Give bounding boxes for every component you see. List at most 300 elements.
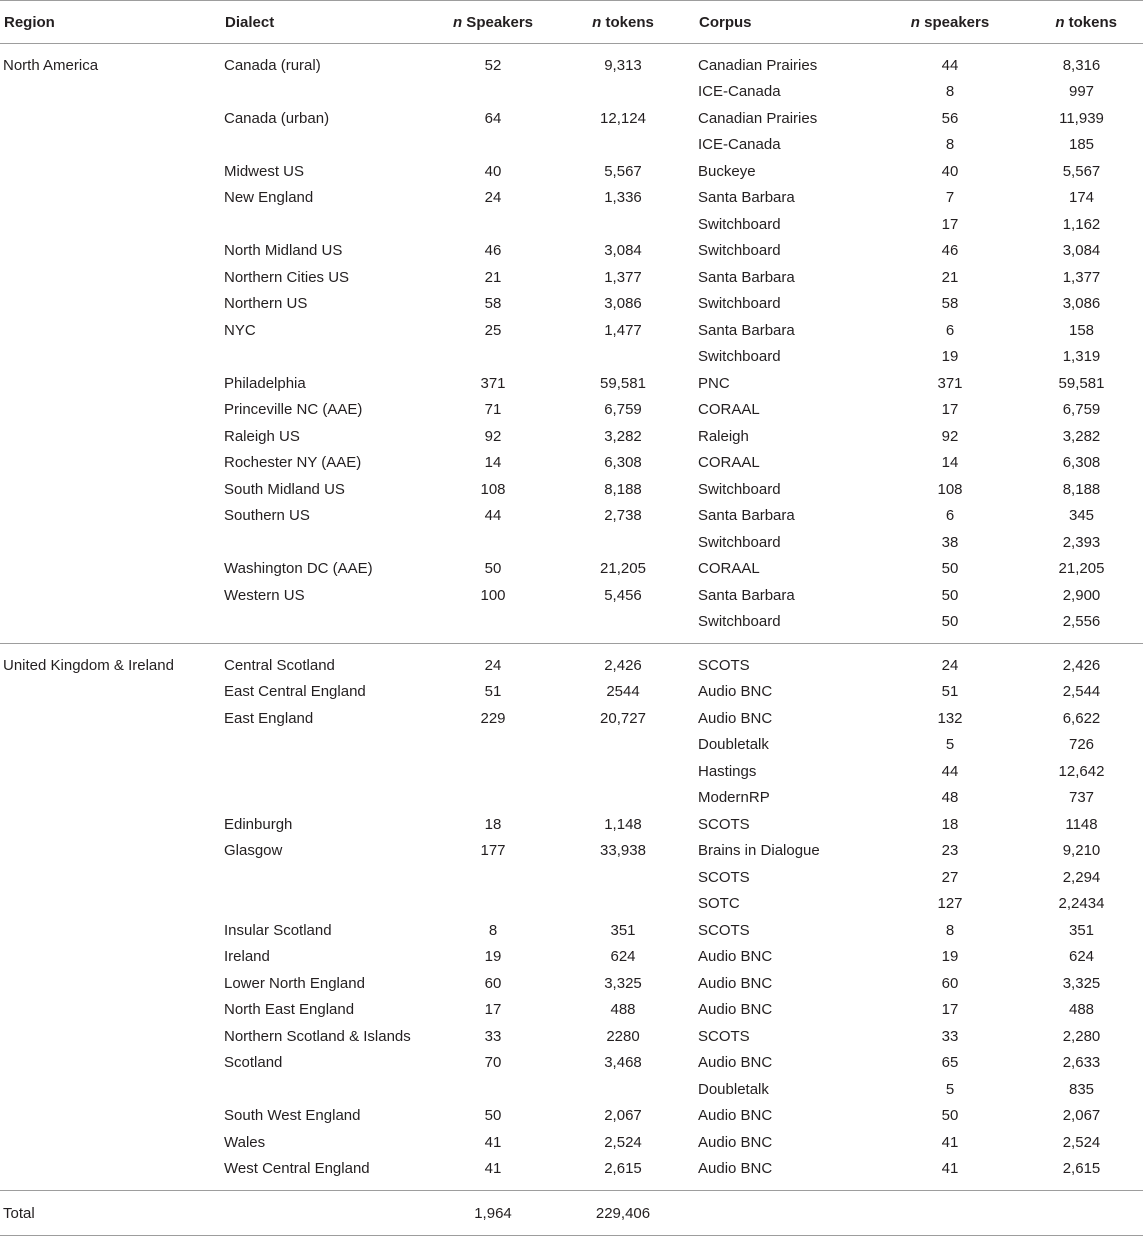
cell-corpus-tokens: 9,210: [1062, 842, 1101, 860]
cell-corpus-tokens: 737: [1068, 789, 1095, 807]
cell-dialect: Wales: [224, 1133, 266, 1151]
cell-n-speakers: 46: [484, 242, 502, 260]
cell-n-speakers: 44: [484, 507, 502, 525]
total-cell-corpus-speakers: [880, 1191, 1020, 1236]
cell-dialect: Ireland: [224, 948, 270, 966]
cell-n-speakers: 21: [484, 268, 502, 286]
cell-region: [0, 609, 221, 644]
cell-corpus-speakers: 21: [941, 268, 959, 286]
cell-region: [0, 132, 221, 159]
cell-corpus-tokens: 8,188: [1062, 480, 1101, 498]
cell-dialect: Philadelphia: [224, 374, 306, 392]
cell-n-speakers: 33: [484, 1027, 502, 1045]
cell-corpus-tokens: 2,426: [1062, 656, 1101, 674]
table-row: [0, 79, 1143, 106]
cell-region: [0, 705, 221, 732]
cell-corpus-tokens: 726: [1068, 736, 1095, 754]
cell-n-tokens: 20,727: [600, 709, 646, 727]
cell-dialect: South West England: [224, 1107, 361, 1125]
cell-corpus-speakers: 58: [941, 295, 959, 313]
cell-corpus-speakers: 27: [941, 868, 959, 886]
cell-corpus-speakers: 33: [941, 1027, 959, 1045]
cell-n-speakers: 41: [484, 1133, 502, 1151]
cell-corpus-speakers: 24: [941, 656, 959, 674]
cell-corpus-speakers: 127: [937, 895, 963, 913]
cell-corpus-speakers: 6: [945, 507, 955, 525]
total-cell-region: Total: [0, 1191, 221, 1236]
cell-dialect: East Central England: [224, 683, 366, 701]
cell-n-speakers: 50: [484, 560, 502, 578]
cell-corpus: SCOTS: [698, 1027, 750, 1045]
table-row: [0, 529, 1143, 556]
cell-region: [0, 211, 221, 238]
table-row: [0, 1103, 1143, 1130]
cell-n-tokens: 3,084: [604, 242, 642, 260]
cell-corpus-speakers: 60: [941, 974, 959, 992]
cell-corpus-speakers: 44: [941, 56, 959, 74]
cell-dialect: South Midland US: [224, 480, 345, 498]
table-row: [0, 970, 1143, 997]
cell-corpus: Switchboard: [698, 295, 781, 313]
cell-corpus: SCOTS: [698, 868, 750, 886]
cell-corpus-speakers: 50: [941, 560, 959, 578]
cell-dialect: [221, 132, 435, 159]
table-row: [0, 758, 1143, 785]
cell-corpus-speakers: 56: [941, 109, 959, 127]
cell-corpus-speakers: 44: [941, 762, 959, 780]
cell-corpus-speakers: 92: [941, 427, 959, 445]
cell-corpus-tokens: 1,319: [1062, 348, 1101, 366]
cell-corpus-tokens: 2,544: [1062, 683, 1101, 701]
cell-dialect: East England: [224, 709, 314, 727]
cell-corpus: Audio BNC: [698, 948, 773, 966]
header-corpus-speakers: n speakers: [880, 1, 1020, 44]
cell-corpus-tokens: 624: [1068, 948, 1095, 966]
cell-corpus-tokens: 1148: [1065, 815, 1098, 833]
cell-n-speakers: 100: [480, 586, 506, 604]
table-row: [0, 238, 1143, 265]
cell-corpus-speakers: 132: [937, 709, 963, 727]
cell-n-tokens: 351: [610, 921, 636, 939]
table-row: [0, 158, 1143, 185]
cell-dialect: [221, 211, 435, 238]
cell-n-tokens: 3,325: [604, 974, 642, 992]
cell-corpus-speakers: 371: [937, 374, 963, 392]
cell-n-tokens: 12,124: [600, 109, 646, 127]
table-row: [0, 1076, 1143, 1103]
cell-dialect: [221, 529, 435, 556]
cell-corpus-speakers: 23: [941, 842, 959, 860]
cell-region: [0, 785, 221, 812]
cell-corpus-tokens: 2,556: [1020, 609, 1143, 644]
table-row: [0, 344, 1143, 371]
cell-corpus: Switchboard: [695, 609, 880, 644]
cell-corpus: PNC: [698, 374, 730, 392]
cell-dialect: [221, 864, 435, 891]
cell-region: [0, 264, 221, 291]
cell-corpus: Santa Barbara: [698, 586, 795, 604]
cell-region: [0, 238, 221, 265]
total-cell-n-tokens: 229,406: [551, 1191, 695, 1236]
cell-n-tokens: [551, 785, 695, 812]
table-row: [0, 211, 1143, 238]
total-cell-dialect: [221, 1191, 435, 1236]
cell-region: [0, 370, 221, 397]
cell-corpus-speakers: 18: [941, 815, 959, 833]
cell-corpus: Audio BNC: [698, 1107, 773, 1125]
cell-dialect: NYC: [224, 321, 256, 339]
cell-region: [0, 158, 221, 185]
cell-region: [0, 503, 221, 530]
cell-region: [0, 450, 221, 477]
cell-n-tokens: [551, 132, 695, 159]
cell-n-speakers: [435, 529, 551, 556]
cell-region: [0, 944, 221, 971]
cell-region: [0, 997, 221, 1024]
cell-n-tokens: 1,336: [604, 189, 642, 207]
cell-n-speakers: 8: [488, 921, 498, 939]
cell-dialect: Northern US: [224, 295, 308, 313]
cell-corpus-speakers: 108: [937, 480, 963, 498]
cell-dialect: Lower North England: [224, 974, 365, 992]
cell-corpus: Canadian Prairies: [698, 56, 818, 74]
cell-dialect: [221, 344, 435, 371]
cell-corpus: Audio BNC: [698, 974, 773, 992]
cell-n-speakers: 108: [480, 480, 506, 498]
cell-corpus-tokens: 8,316: [1062, 56, 1101, 74]
cell-corpus: Santa Barbara: [698, 507, 795, 525]
header-region: Region: [0, 1, 221, 44]
cell-corpus-tokens: 997: [1068, 83, 1095, 101]
cell-region: [0, 476, 221, 503]
cell-n-tokens: 8,188: [604, 480, 642, 498]
cell-corpus: ICE-Canada: [698, 136, 781, 154]
table-row: [0, 582, 1143, 609]
cell-region: [0, 556, 221, 583]
cell-n-speakers: 24: [484, 656, 502, 674]
cell-corpus-tokens: 2,393: [1062, 533, 1101, 551]
cell-region: [0, 838, 221, 865]
cell-n-speakers: [435, 1076, 551, 1103]
cell-corpus-tokens: 12,642: [1058, 762, 1105, 780]
cell-dialect: Western US: [224, 586, 305, 604]
cell-corpus: SCOTS: [698, 921, 750, 939]
cell-corpus: Canadian Prairies: [698, 109, 818, 127]
cell-corpus-speakers: 40: [941, 162, 959, 180]
cell-corpus-speakers: 50: [941, 1107, 959, 1125]
table-row: [0, 397, 1143, 424]
header-corpus-tokens: n tokens: [1020, 1, 1143, 44]
cell-corpus: ModernRP: [698, 789, 770, 807]
table-row: [0, 1050, 1143, 1077]
table-row: [0, 503, 1143, 530]
cell-corpus: CORAAL: [698, 454, 760, 472]
cell-n-speakers: 177: [480, 842, 506, 860]
cell-n-tokens: 33,938: [600, 842, 646, 860]
cell-corpus-tokens: 6,622: [1062, 709, 1101, 727]
cell-n-tokens: 21,205: [600, 560, 646, 578]
cell-dialect: Midwest US: [224, 162, 305, 180]
cell-corpus-tokens: 3,084: [1062, 242, 1101, 260]
cell-corpus: Audio BNC: [698, 709, 773, 727]
cell-n-tokens: 1,148: [604, 815, 642, 833]
cell-corpus-speakers: 6: [945, 321, 955, 339]
cell-corpus: Brains in Dialogue: [698, 842, 820, 860]
cell-corpus: Audio BNC: [695, 1156, 880, 1191]
cell-dialect: Insular Scotland: [224, 921, 332, 939]
cell-n-speakers: 18: [484, 815, 502, 833]
cell-corpus: SCOTS: [698, 656, 750, 674]
table-row: [0, 185, 1143, 212]
cell-n-speakers: 64: [484, 109, 502, 127]
cell-corpus: Audio BNC: [698, 1054, 773, 1072]
cell-region: [0, 423, 221, 450]
table-row: [0, 644, 1143, 679]
cell-n-speakers: [435, 344, 551, 371]
cell-corpus-tokens: 345: [1068, 507, 1095, 525]
cell-n-speakers: 58: [484, 295, 502, 313]
cell-region: [0, 1023, 221, 1050]
header-corpus: Corpus: [695, 1, 880, 44]
cell-n-tokens: 59,581: [600, 374, 646, 392]
cell-region: [0, 970, 221, 997]
table-row: [0, 679, 1143, 706]
cell-n-speakers: [435, 211, 551, 238]
cell-n-tokens: 6,308: [604, 454, 642, 472]
cell-corpus-tokens: 1,162: [1062, 215, 1101, 233]
cell-corpus-speakers: 65: [941, 1054, 959, 1072]
cell-corpus: CORAAL: [698, 401, 760, 419]
cell-dialect: Northern Cities US: [224, 268, 350, 286]
cell-corpus-speakers: 50: [941, 586, 959, 604]
table-row: [0, 132, 1143, 159]
cell-region: [0, 679, 221, 706]
table-row: [0, 476, 1143, 503]
cell-corpus-tokens: 158: [1068, 321, 1095, 339]
cell-corpus-speakers: 19: [941, 948, 959, 966]
cell-corpus-tokens: 11,939: [1059, 109, 1104, 127]
table-row: [0, 264, 1143, 291]
cell-corpus: Doubletalk: [698, 1080, 769, 1098]
cell-n-speakers: 50: [484, 1107, 502, 1125]
cell-corpus: Audio BNC: [698, 683, 773, 701]
cell-n-tokens: [551, 758, 695, 785]
cell-n-tokens: [551, 529, 695, 556]
cell-dialect: Washington DC (AAE): [224, 560, 373, 578]
cell-dialect: [221, 609, 435, 644]
cell-region: [0, 105, 221, 132]
table-row: [0, 705, 1143, 732]
cell-n-speakers: [435, 758, 551, 785]
cell-corpus: Santa Barbara: [698, 321, 795, 339]
cell-region: [0, 79, 221, 106]
cell-corpus: Switchboard: [698, 215, 781, 233]
cell-corpus-speakers: 8: [945, 921, 955, 939]
cell-corpus-tokens: 21,205: [1058, 560, 1105, 578]
cell-region: [0, 185, 221, 212]
cell-dialect: [221, 79, 435, 106]
cell-corpus-speakers: 7: [945, 189, 955, 207]
total-row: [0, 1191, 1143, 1236]
cell-n-speakers: 19: [484, 948, 502, 966]
cell-corpus-tokens: 488: [1068, 1001, 1095, 1019]
cell-n-speakers: 41: [435, 1156, 551, 1191]
cell-region: [0, 291, 221, 318]
cell-n-speakers: [435, 785, 551, 812]
cell-corpus-tokens: 1,377: [1062, 268, 1101, 286]
table-row: [0, 556, 1143, 583]
cell-n-tokens: 3,282: [604, 427, 642, 445]
cell-region: [0, 891, 221, 918]
cell-dialect: [221, 732, 435, 759]
cell-corpus-speakers: 8: [945, 136, 955, 154]
cell-corpus: Hastings: [698, 762, 757, 780]
header-n-tokens: n tokens: [551, 1, 695, 44]
cell-n-tokens: 3,468: [604, 1054, 642, 1072]
cell-n-tokens: [551, 1076, 695, 1103]
cell-n-tokens: 5,456: [604, 586, 642, 604]
cell-n-tokens: [551, 344, 695, 371]
cell-corpus: Switchboard: [698, 348, 781, 366]
cell-dialect: Southern US: [224, 507, 310, 525]
cell-n-tokens: 2,738: [604, 507, 642, 525]
cell-dialect: North Midland US: [224, 242, 343, 260]
header-n-speakers: n Speakers: [435, 1, 551, 44]
cell-dialect: Edinburgh: [224, 815, 293, 833]
cell-region: [0, 317, 221, 344]
cell-corpus: Raleigh: [698, 427, 749, 445]
cell-n-tokens: 9,313: [604, 56, 642, 74]
cell-region: [0, 1129, 221, 1156]
cell-corpus-tokens: 6,308: [1062, 454, 1101, 472]
table-row: [0, 450, 1143, 477]
cell-n-speakers: 92: [484, 427, 502, 445]
cell-n-speakers: 52: [484, 56, 502, 74]
table-row: [0, 891, 1143, 918]
cell-corpus-speakers: 14: [941, 454, 959, 472]
table-body: [0, 44, 1143, 1236]
total-cell-n-speakers: 1,964: [435, 1191, 551, 1236]
cell-corpus-speakers: 46: [941, 242, 959, 260]
cell-dialect: Glasgow: [224, 842, 283, 860]
cell-n-tokens: [551, 891, 695, 918]
table-row: [0, 917, 1143, 944]
cell-n-speakers: 14: [484, 454, 502, 472]
cell-corpus-speakers: 50: [880, 609, 1020, 644]
cell-region: [0, 529, 221, 556]
table-row: [0, 732, 1143, 759]
cell-dialect: West Central England: [221, 1156, 435, 1191]
cell-corpus-tokens: 3,086: [1062, 295, 1101, 313]
table-row: [0, 1156, 1143, 1191]
table-row: [0, 1129, 1143, 1156]
cell-dialect: Northern Scotland & Islands: [224, 1027, 411, 1045]
cell-corpus-speakers: 5: [945, 1080, 955, 1098]
cell-corpus-tokens: 2,633: [1062, 1054, 1101, 1072]
cell-corpus-tokens: 351: [1068, 921, 1095, 939]
table-row: [0, 291, 1143, 318]
table-row: [0, 44, 1143, 79]
cell-n-speakers: [435, 864, 551, 891]
cell-corpus-tokens: 174: [1068, 189, 1095, 207]
cell-n-speakers: 25: [484, 321, 502, 339]
cell-n-tokens: 488: [610, 1001, 636, 1019]
cell-corpus: Audio BNC: [698, 1001, 773, 1019]
cell-n-tokens: 2,426: [604, 656, 642, 674]
cell-dialect: [221, 1076, 435, 1103]
table-row: [0, 997, 1143, 1024]
cell-dialect: New England: [224, 189, 314, 207]
cell-corpus-speakers: 19: [941, 348, 959, 366]
cell-corpus: Doubletalk: [698, 736, 769, 754]
cell-n-speakers: [435, 732, 551, 759]
cell-n-tokens: 624: [610, 948, 636, 966]
cell-corpus: Santa Barbara: [698, 268, 795, 286]
cell-n-tokens: 2280: [606, 1027, 640, 1045]
cell-corpus-speakers: 41: [941, 1133, 959, 1151]
cell-corpus-tokens: 3,282: [1062, 427, 1101, 445]
cell-dialect: North East England: [224, 1001, 355, 1019]
cell-corpus-tokens: 2,900: [1062, 586, 1101, 604]
cell-region: [0, 1050, 221, 1077]
cell-n-speakers: 229: [480, 709, 506, 727]
cell-n-speakers: [435, 609, 551, 644]
cell-n-speakers: 70: [484, 1054, 502, 1072]
cell-n-tokens: [551, 609, 695, 644]
cell-n-tokens: 2,067: [604, 1107, 642, 1125]
cell-corpus-speakers: 17: [941, 215, 959, 233]
cell-dialect: Scotland: [224, 1054, 283, 1072]
cell-n-tokens: 2,524: [604, 1133, 642, 1151]
cell-corpus-tokens: 2,524: [1062, 1133, 1101, 1151]
cell-corpus-speakers: 41: [880, 1156, 1020, 1191]
cell-n-tokens: 2544: [606, 683, 640, 701]
cell-n-tokens: 1,377: [604, 268, 642, 286]
cell-n-speakers: 371: [480, 374, 506, 392]
cell-corpus-speakers: 38: [941, 533, 959, 551]
cell-n-speakers: 40: [484, 162, 502, 180]
cell-n-speakers: 17: [484, 1001, 502, 1019]
cell-corpus-speakers: 8: [945, 83, 955, 101]
cell-region: [0, 1156, 221, 1191]
cell-corpus-tokens: 59,581: [1058, 374, 1105, 392]
header-dialect: Dialect: [221, 1, 435, 44]
cell-corpus-speakers: 51: [941, 683, 959, 701]
cell-region: [0, 732, 221, 759]
cell-corpus: Audio BNC: [698, 1133, 773, 1151]
cell-corpus-tokens: 185: [1068, 136, 1095, 154]
cell-n-tokens: [551, 732, 695, 759]
cell-region: [0, 582, 221, 609]
cell-region: [0, 917, 221, 944]
cell-region: [0, 397, 221, 424]
total-cell-corpus: [695, 1191, 880, 1236]
total-cell-corpus-tokens: [1020, 1191, 1143, 1236]
table-header: [0, 1, 1143, 44]
table-row: [0, 1023, 1143, 1050]
cell-n-tokens: [551, 79, 695, 106]
cell-n-speakers: [435, 891, 551, 918]
cell-region: North America: [3, 56, 99, 74]
cell-corpus: SCOTS: [698, 815, 750, 833]
cell-region: [0, 864, 221, 891]
table-row: [0, 864, 1143, 891]
cell-corpus: Buckeye: [698, 162, 756, 180]
cell-dialect: Central Scotland: [224, 656, 335, 674]
cell-corpus: Switchboard: [698, 242, 781, 260]
cell-n-speakers: [435, 132, 551, 159]
cell-n-tokens: 3,086: [604, 295, 642, 313]
